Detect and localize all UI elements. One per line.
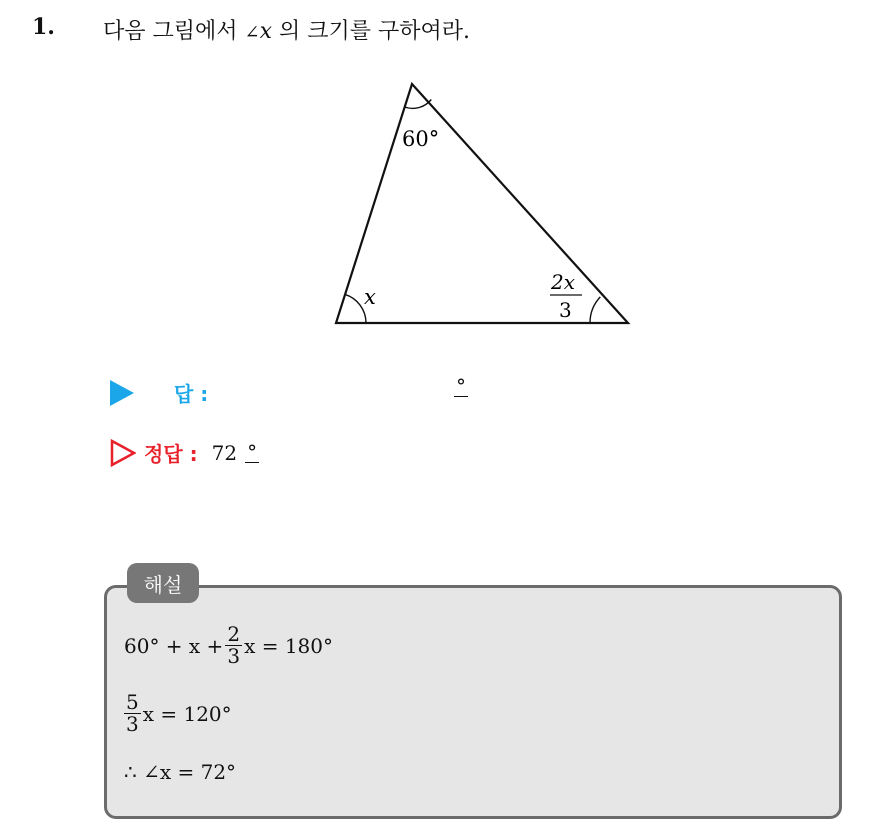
correct-answer-value: 72 [211,440,238,465]
question-variable: x [259,19,273,44]
correct-answer-unit: ° [247,440,258,464]
top-angle-label: 60° [402,127,440,151]
answer-row [110,378,208,407]
correct-marker-icon [110,439,136,467]
solution-line-2-suffix: x = 120° [142,701,232,726]
question-text [103,14,470,45]
triangle [336,84,628,323]
left-angle-arc [345,294,366,323]
angle-symbol: ∠ [244,22,260,43]
question-text-before: 다음 그림에서 [103,19,238,44]
solution-line-1-prefix: 60° + x + [124,633,224,658]
solution-line-3 [124,760,236,784]
solution-line-2 [124,692,232,735]
solution-line-1-numerator: 2 [227,622,241,646]
question-number: 1. [32,14,55,40]
answer-marker-icon [110,380,134,406]
solution-line-2-fraction [124,692,141,735]
correct-answer-row [110,438,259,467]
answer-label: 답 : [174,382,209,406]
left-angle-label: x [364,285,376,309]
solution-line-2-denominator: 3 [126,712,139,736]
solution-line-1-denominator: 3 [227,644,241,668]
answer-blank-unit[interactable] [454,374,468,398]
correct-answer-label: 정답 : [144,442,198,466]
solution-line-2-numerator: 5 [126,690,139,714]
triangle-figure [320,78,640,338]
right-angle-arc [590,297,600,323]
question-text-after: 의 크기를 구하여라. [272,19,471,44]
right-angle-numerator: 2x [551,270,576,294]
solution-line-1-fraction [225,624,242,667]
solution-line-1-suffix: x = 180° [244,633,333,658]
solution-line-3-text: ∴ ∠x = 72° [124,760,237,784]
solution-tag: 해설 [127,563,199,603]
solution-line-1 [124,624,333,667]
answer-unit: ° [456,374,466,398]
right-angle-denominator: 3 [559,298,572,322]
